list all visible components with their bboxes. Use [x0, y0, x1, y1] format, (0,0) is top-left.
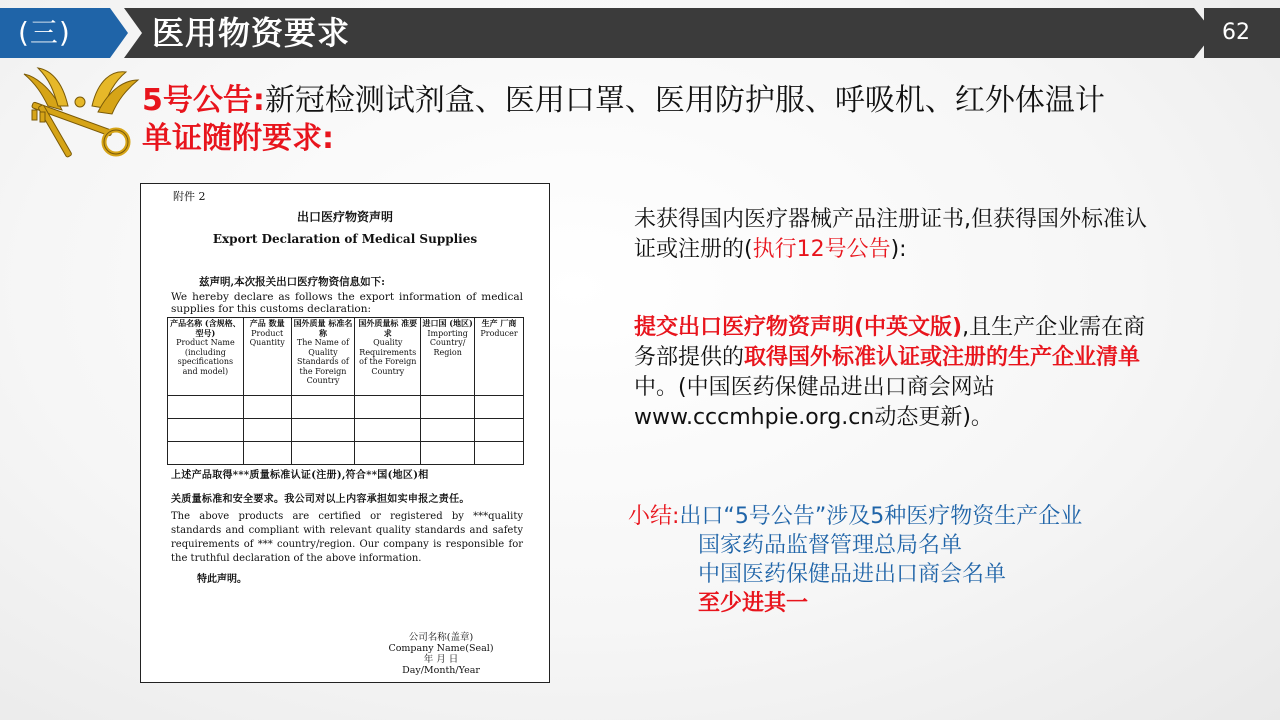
column-header: 进口国 (地区) Importing Country/ Region — [421, 318, 475, 396]
summary-line-1: 出口“5号公告”涉及5种医疗物资生产企业 — [679, 504, 1083, 529]
column-header: 生产 厂商 Producer — [475, 318, 524, 396]
summary-line-2: 国家药品监督管理总局名单 — [698, 533, 963, 558]
page-title: 医用物资要求 — [152, 14, 351, 52]
chevron-right-icon — [1186, 8, 1202, 58]
table-header-row — [168, 318, 524, 396]
certification-text-en: The above products are certified or registered by ***quality standards and compliant with relevant quality standards and safety requirements of *** country/region. Our company is responsible for the truthful declaration of the above information. — [171, 511, 523, 564]
paragraph-text: ): — [890, 237, 907, 262]
announcement-line — [142, 82, 1105, 120]
declaration-en: We hereby declare as follows the export information of medical supplies for this customs declaration: — [171, 291, 523, 315]
highlight-text: 提交出口医疗物资声明(中英文版) — [634, 315, 963, 340]
table-row — [168, 419, 524, 442]
paragraph-text: 未获得国内医疗器械产品注册证书,但获得国外标准认证或注册的( — [634, 207, 1147, 262]
announcement-12-link-text: 执行12号公告 — [752, 237, 891, 262]
paragraph-foreign-cert — [634, 205, 1154, 265]
announcement-items: 新冠检测试剂盒、医用口罩、医用防护服、呼吸机、红外体温计 — [264, 83, 1105, 118]
summary-line-3: 中国医药保健品进出口商会名单 — [698, 562, 1007, 587]
table-row — [168, 396, 524, 419]
announcement-prefix: 5号公告: — [142, 83, 265, 118]
declaration-table — [167, 317, 524, 465]
company-seal-cn: 公司名称(盖章) — [408, 632, 474, 643]
paragraph-submit-declaration — [634, 313, 1154, 433]
column-header: 国外质量 标准名称 The Name of Quality Standards of the Foreign Country — [291, 318, 355, 396]
customs-emblem-icon — [22, 66, 140, 160]
page-number: 62 — [1222, 20, 1250, 45]
summary-label: 小结: — [628, 504, 680, 529]
signature-block — [381, 632, 501, 676]
date-cn: 年 月 日 — [423, 654, 459, 665]
attachment-label: 附件 2 — [173, 190, 206, 203]
summary-line-4: 至少进其一 — [698, 591, 809, 616]
document-title-cn: 出口医疗物资声明 — [296, 210, 393, 224]
column-header: 国外质量标 准要求 Quality Requirements of the Foreign Country — [355, 318, 421, 396]
declaration-cn: 兹声明,本次报关出口医疗物资信息如下: — [199, 276, 386, 288]
declaration-document — [140, 183, 550, 683]
company-seal-en: Company Name(Seal) — [388, 643, 494, 654]
certification-text-cn-1: 上述产品取得***质量标准认证(注册),符合**国(地区)相 — [171, 470, 429, 481]
section-label: (三) — [18, 16, 71, 49]
column-header: 产品名称 (含规格、型号) Product Name (including specifications and model) — [168, 318, 244, 396]
column-header: 产品 数量 Product Quantity — [243, 318, 291, 396]
paragraph-text: 中。(中国医药保健品进出口商会网站www.cccmhpie.org.cn动态更新)。 — [634, 375, 995, 430]
table-row — [168, 442, 524, 465]
declaration-closing: 特此声明。 — [197, 574, 247, 585]
document-title-en: Export Declaration of Medical Supplies — [212, 232, 478, 246]
paragraph-text: ,且生产企业需在商务部提供的 — [634, 315, 1146, 370]
certification-text-cn-2: 关质量标准和安全要求。我公司对以上内容承担如实申报之责任。 — [171, 494, 470, 505]
highlight-text: 取得国外标准认证或注册的生产企业清单 — [744, 345, 1141, 370]
document-requirement-heading: 单证随附要求: — [142, 121, 334, 156]
date-en: Day/Month/Year — [402, 665, 480, 676]
